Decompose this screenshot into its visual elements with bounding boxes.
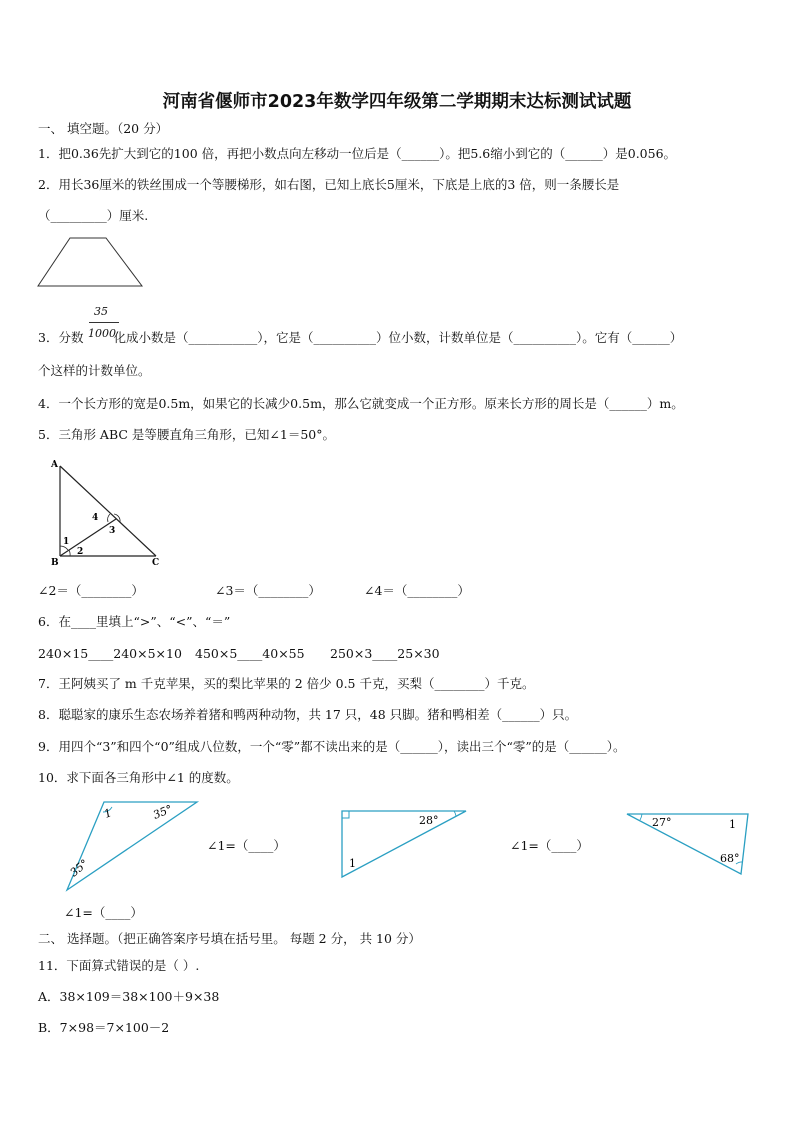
triangle-q10-1 [60, 797, 205, 895]
angle-4-label: 4 [92, 513, 99, 523]
triangle-3-angle-1: 1 [729, 818, 736, 831]
question-10-answer-3: ∠1=（____） [64, 905, 143, 920]
question-4: 4．一个长方形的宽是0.5m，如果它的长减少0.5m，那么它就变成一个正方形。原来长方形的周长是（______）m。 [38, 396, 684, 411]
triangle-2-angle-1: 1 [349, 857, 356, 870]
label-c: C [152, 558, 160, 568]
triangle-3-angle-bottom: 68° [720, 852, 740, 865]
question-5-answer-4: ∠4＝（________） [364, 583, 470, 598]
triangle-2-angle-top: 28° [419, 814, 439, 827]
triangle-1-angle-1: 1 [102, 806, 114, 821]
section-2-heading: 二、 选择题。（把正确答案序号填在括号里。 每题 2 分， 共 10 分） [38, 931, 421, 946]
question-5: 5．三角形 ABC 是等腰直角三角形，已知∠1＝50°。 [38, 427, 335, 442]
trapezoid-shape [38, 238, 142, 286]
page-title: 河南省偃师市2023年数学四年级第二学期期末达标测试试题 [162, 92, 632, 112]
triangle-q10-1-shape [67, 802, 197, 890]
section-1-heading: 一、 填空题。（20 分） [38, 121, 169, 136]
question-11-option-a: A．38×109＝38×100＋9×38 [38, 989, 220, 1004]
question-10: 10．求下面各三角形中∠1 的度数。 [38, 770, 239, 785]
question-11: 11．下面算式错误的是（ ）. [38, 958, 200, 973]
triangle-q10-2-shape [342, 811, 466, 877]
fraction-denominator: 1000 [88, 327, 116, 340]
question-2-line-1: 2．用长36厘米的铁丝围成一个等腰梯形，如右图，已知上底长5厘米，下底是上底的3 倍，则一条腰长是 [38, 177, 620, 192]
triangle-3-angle-left: 27° [652, 816, 672, 829]
label-a: A [51, 460, 58, 470]
question-10-answer-2: ∠1=（____） [510, 838, 589, 853]
question-1: 1．把0.36先扩大到它的100 倍，再把小数点向左移动一位后是（______）。把5.6缩小到它的（______）是0.056。 [38, 146, 677, 161]
fraction-numerator: 35 [94, 305, 108, 318]
question-3-prefix: 3．分数 [38, 330, 84, 345]
question-6: 6．在____里填上“>”、“<”、“＝” [38, 614, 231, 629]
angle-1-label: 1 [63, 537, 70, 547]
question-10-answer-1: ∠1=（____） [207, 838, 286, 853]
question-3-line-2: 个这样的计数单位。 [38, 363, 151, 378]
question-3-line-1 [38, 330, 682, 346]
question-8: 8．聪聪家的康乐生态农场养着猪和鸭两种动物，共 17 只，48 只脚。猪和鸭相差（______）只。 [38, 707, 578, 722]
question-5-answer-2: ∠2＝（________） [38, 583, 144, 598]
question-7: 7．王阿姨买了 m 千克苹果，买的梨比苹果的 2 倍少 0.5 千克，买梨（________）千克。 [38, 676, 535, 691]
triangle-q10-2 [336, 805, 471, 883]
triangle-q10-3 [624, 810, 752, 878]
question-6-item-2: 450×5____40×55 [195, 646, 305, 661]
question-3-suffix: 化成小数是（___________），它是（__________）位小数，计数单位是（__________）。它有（______） [113, 330, 683, 345]
question-9: 9．用四个“3”和四个“0”组成八位数，一个“零”都不读出来的是（______），读出三个“零”的是（______）。 [38, 739, 626, 754]
trapezoid-figure [36, 234, 148, 290]
triangle-1-angle-top-right: 35° [151, 802, 175, 822]
triangle-abc-figure [44, 456, 164, 570]
question-11-option-b: B．7×98＝7×100－2 [38, 1020, 170, 1035]
question-6-item-3: 250×3____25×30 [330, 646, 440, 661]
question-5-answer-3: ∠3＝（________） [215, 583, 321, 598]
question-2-line-2: （_________）厘米. [38, 208, 149, 223]
fraction-bar [89, 322, 119, 323]
label-b: B [51, 558, 59, 568]
angle-3-label: 3 [109, 526, 116, 536]
angle-2-label: 2 [77, 547, 84, 557]
question-6-item-1: 240×15____240×5×10 [38, 646, 182, 661]
triangle-1-angle-bottom: 35° [67, 856, 91, 880]
